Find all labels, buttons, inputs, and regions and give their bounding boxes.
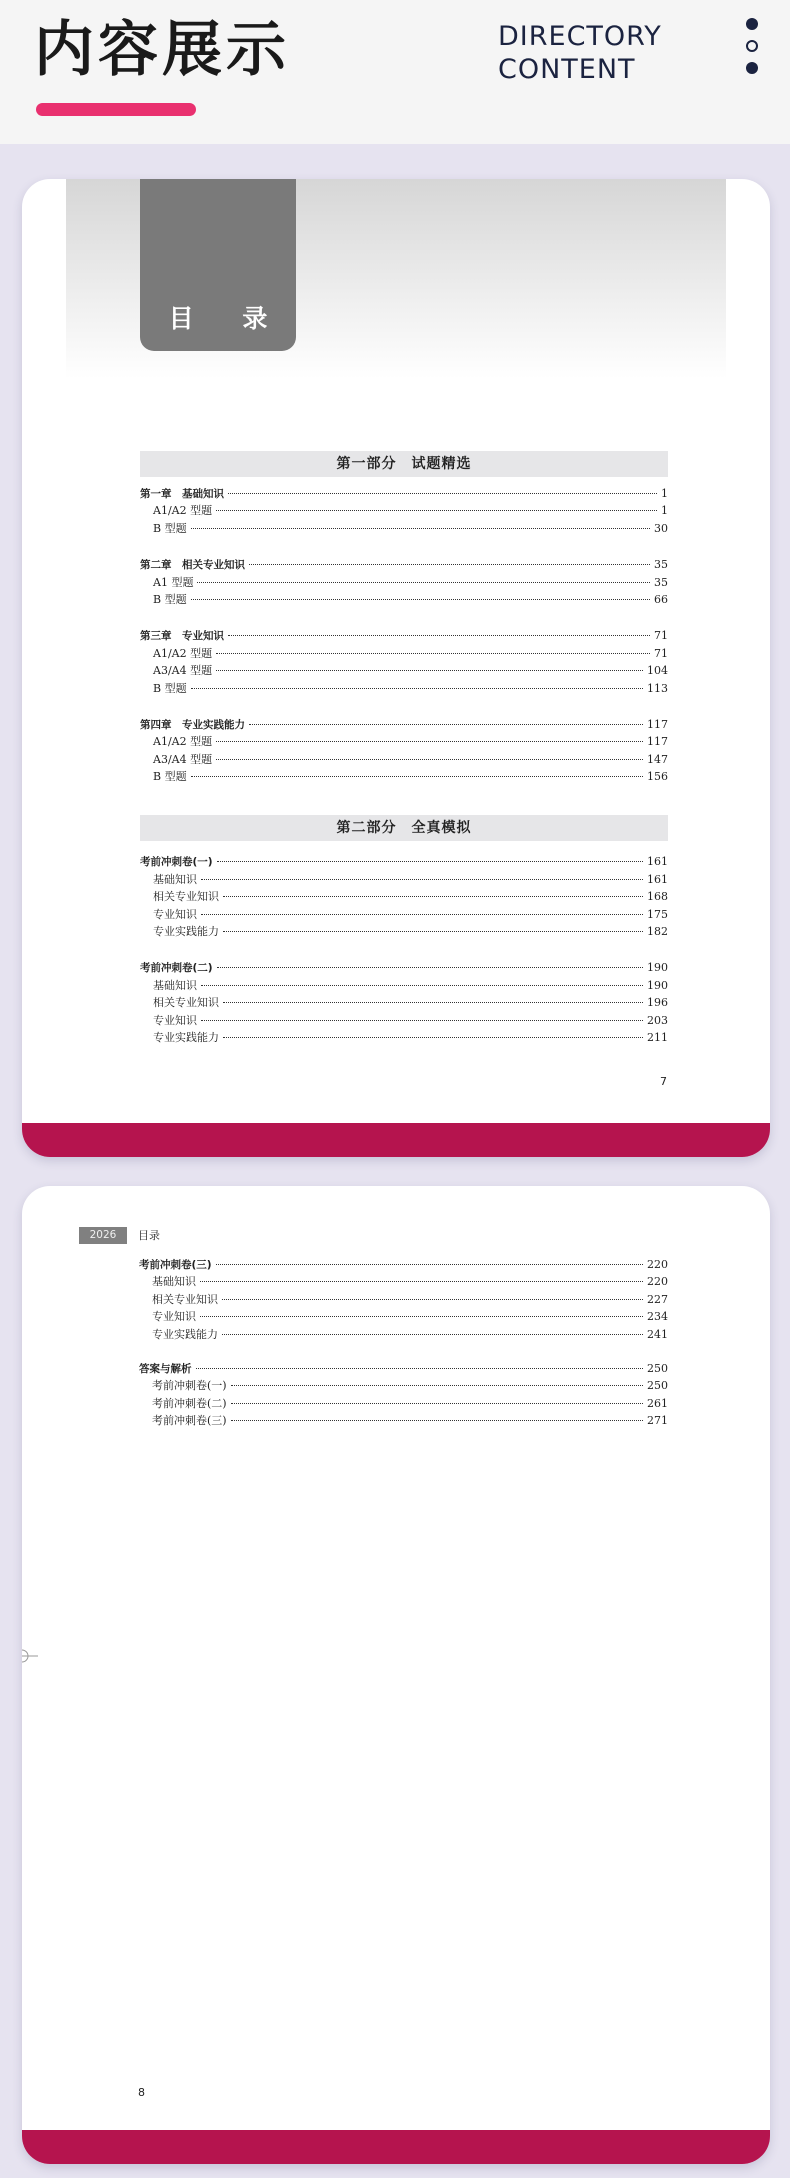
toc-page-number: 117 [647, 735, 668, 749]
toc-chapter-row [139, 1360, 668, 1377]
header-title: 内容展示 [34, 15, 290, 85]
toc-label: A1/A2 型题 [153, 646, 213, 660]
toc-entry-row [140, 751, 668, 768]
toc-label: B 型题 [153, 770, 187, 784]
toc-label: 相关专业知识 [152, 1292, 218, 1306]
dot-leader [228, 635, 650, 636]
year-tag: 2026 [79, 1227, 127, 1244]
toc-entry-row [139, 1326, 668, 1343]
dot-outline-icon [746, 40, 758, 52]
toc-page-number: 241 [647, 1327, 668, 1341]
toc-label: 考前冲刺卷(二) [140, 962, 213, 975]
toc-chapter-row [140, 627, 668, 644]
toc-page-number: 182 [647, 925, 668, 939]
toc-chapter-row [140, 716, 668, 733]
toc-page-number: 203 [647, 1013, 668, 1027]
dot-leader [228, 493, 657, 494]
toc-label: 基础知识 [153, 872, 197, 886]
dot-leader [223, 931, 643, 932]
part-heading: 第二部分 全真模拟 [140, 815, 668, 841]
page-number: 7 [660, 1075, 667, 1088]
toc-page-number: 147 [647, 752, 668, 766]
toc-entry-row [140, 733, 668, 750]
dot-leader [222, 1334, 643, 1335]
table-of-contents [140, 451, 668, 1046]
toc-entry-row [140, 977, 668, 994]
table-of-contents [139, 1256, 668, 1430]
toc-page-number: 190 [647, 961, 668, 975]
dot-leader [191, 688, 643, 689]
toc-page-number: 66 [654, 592, 668, 606]
header-subtitle-line-2: CONTENT [498, 54, 636, 85]
toc-page-number: 30 [654, 521, 668, 535]
contents-tab [140, 179, 296, 351]
dot-leader [249, 724, 643, 725]
toc-page-number: 1 [661, 504, 668, 518]
toc-label: 专业知识 [153, 1013, 197, 1027]
toc-page-number: 168 [647, 890, 668, 904]
toc-page-number: 161 [647, 855, 668, 869]
toc-entry-row [139, 1412, 668, 1429]
toc-chapter-row [139, 1256, 668, 1273]
dot-leader [223, 1037, 643, 1038]
page-number: 8 [138, 2086, 145, 2099]
toc-label: 考前冲刺卷(一) [140, 856, 213, 869]
toc-label: A1/A2 型题 [153, 735, 213, 749]
toc-label: A1 型题 [153, 575, 194, 589]
toc-page-number: 35 [654, 575, 668, 589]
dot-leader [216, 670, 643, 671]
toc-entry-row [140, 1012, 668, 1029]
toc-page-number: 271 [647, 1414, 668, 1428]
part-heading: 第一部分 试题精选 [140, 451, 668, 477]
dot-filled-icon [746, 18, 758, 30]
toc-page-number: 220 [647, 1258, 668, 1271]
dot-leader [216, 759, 643, 760]
toc-label: B 型题 [153, 681, 187, 695]
toc-entry-row [140, 871, 668, 888]
toc-page-number: 261 [647, 1396, 668, 1410]
toc-page-number: 71 [654, 646, 668, 660]
dot-leader [231, 1385, 643, 1386]
toc-section [140, 485, 668, 785]
dot-leader [201, 879, 643, 880]
toc-label: 第三章 专业知识 [140, 630, 224, 643]
toc-page-number: 113 [647, 681, 668, 695]
toc-chapter-row [140, 485, 668, 502]
toc-page-number: 35 [654, 558, 668, 572]
dot-leader [216, 741, 643, 742]
toc-label: A3/A4 型题 [153, 752, 213, 766]
toc-label: 专业实践能力 [152, 1327, 218, 1341]
dot-leader [231, 1420, 643, 1421]
dot-leader [216, 653, 650, 654]
running-title: 目录 [138, 1229, 160, 1242]
dot-leader [196, 1368, 644, 1369]
toc-entry-row [139, 1377, 668, 1394]
registration-mark-icon [22, 1648, 38, 1664]
contents-tab-label: 目 录 [168, 304, 288, 333]
dot-leader [223, 1002, 643, 1003]
dot-leader [223, 896, 643, 897]
toc-label: 相关专业知识 [153, 890, 219, 904]
toc-entry-row [140, 502, 668, 519]
dot-leader [197, 582, 650, 583]
toc-label: B 型题 [153, 592, 187, 606]
toc-label: B 型题 [153, 521, 187, 535]
header-subtitle-line-1: DIRECTORY [498, 21, 662, 52]
toc-label: 专业实践能力 [153, 1030, 219, 1044]
footer-band [22, 2130, 770, 2164]
toc-entry-row [139, 1273, 668, 1290]
toc-page-number: 175 [647, 907, 668, 921]
toc-label: 第一章 基础知识 [140, 488, 224, 500]
dot-leader [231, 1403, 643, 1404]
toc-page-number: 196 [647, 996, 668, 1010]
dot-leader [200, 1281, 643, 1282]
toc-chapter-row [140, 959, 668, 976]
dot-leader [201, 1020, 643, 1021]
decorative-dots [746, 18, 758, 84]
toc-entry-row [140, 591, 668, 608]
toc-entry-row [139, 1395, 668, 1412]
dot-leader [217, 861, 643, 862]
toc-label: 答案与解析 [139, 1362, 192, 1375]
toc-label: 基础知识 [152, 1275, 196, 1289]
toc-label: 专业实践能力 [153, 925, 219, 939]
toc-entry-row [140, 520, 668, 537]
toc-page-number: 1 [661, 487, 668, 500]
toc-entry-row [140, 680, 668, 697]
toc-entry-row [139, 1291, 668, 1308]
toc-label: 考前冲刺卷(二) [152, 1396, 227, 1410]
toc-page-number: 220 [647, 1275, 668, 1289]
toc-page-number: 250 [647, 1379, 668, 1393]
toc-entry-row [140, 994, 668, 1011]
toc-label: 考前冲刺卷(一) [152, 1379, 227, 1393]
toc-entry-row [140, 923, 668, 940]
header-subtitle [498, 20, 662, 86]
toc-entry-row [140, 574, 668, 591]
toc-page-number: 211 [647, 1030, 668, 1044]
toc-entry-row [140, 662, 668, 679]
dot-leader [191, 599, 650, 600]
toc-page-number: 227 [647, 1292, 668, 1306]
toc-page-number: 161 [647, 872, 668, 886]
dot-filled-icon [746, 62, 758, 74]
toc-label: 专业知识 [152, 1310, 196, 1324]
toc-label: 专业知识 [153, 907, 197, 921]
dot-leader [217, 967, 643, 968]
toc-label: A3/A4 型题 [153, 664, 213, 678]
toc-section [139, 1256, 668, 1430]
toc-label: 考前冲刺卷(三) [152, 1414, 227, 1428]
page-preview-7 [22, 179, 770, 1157]
toc-label: 考前冲刺卷(三) [139, 1259, 212, 1271]
toc-entry-row [140, 906, 668, 923]
toc-label: 相关专业知识 [153, 996, 219, 1010]
toc-page-number: 234 [647, 1310, 668, 1324]
dot-leader [249, 564, 650, 565]
dot-leader [191, 528, 650, 529]
toc-page-number: 250 [647, 1361, 668, 1375]
page-preview-8 [22, 1186, 770, 2164]
toc-page-number: 71 [654, 629, 668, 643]
toc-chapter-row [140, 556, 668, 573]
toc-label: 第二章 相关专业知识 [140, 559, 245, 572]
toc-entry-row [140, 768, 668, 785]
footer-band [22, 1123, 770, 1157]
toc-page-number: 117 [647, 717, 668, 731]
dot-leader [216, 510, 657, 511]
toc-chapter-row [140, 853, 668, 870]
toc-entry-row [140, 888, 668, 905]
toc-label: 第四章 专业实践能力 [140, 718, 245, 731]
toc-entry-row [140, 645, 668, 662]
toc-page-number: 156 [647, 770, 668, 784]
dot-leader [216, 1264, 643, 1265]
toc-label: A1/A2 型题 [153, 504, 213, 518]
toc-entry-row [140, 1029, 668, 1046]
toc-label: 基础知识 [153, 978, 197, 992]
dot-leader [201, 985, 643, 986]
dot-leader [201, 914, 643, 915]
toc-page-number: 190 [647, 978, 668, 992]
dot-leader [200, 1316, 643, 1317]
dot-leader [191, 776, 643, 777]
toc-section [140, 853, 668, 1046]
header-banner [0, 0, 790, 144]
toc-page-number: 104 [647, 664, 668, 678]
toc-entry-row [139, 1308, 668, 1325]
dot-leader [222, 1299, 643, 1300]
header-accent-bar [36, 103, 196, 116]
